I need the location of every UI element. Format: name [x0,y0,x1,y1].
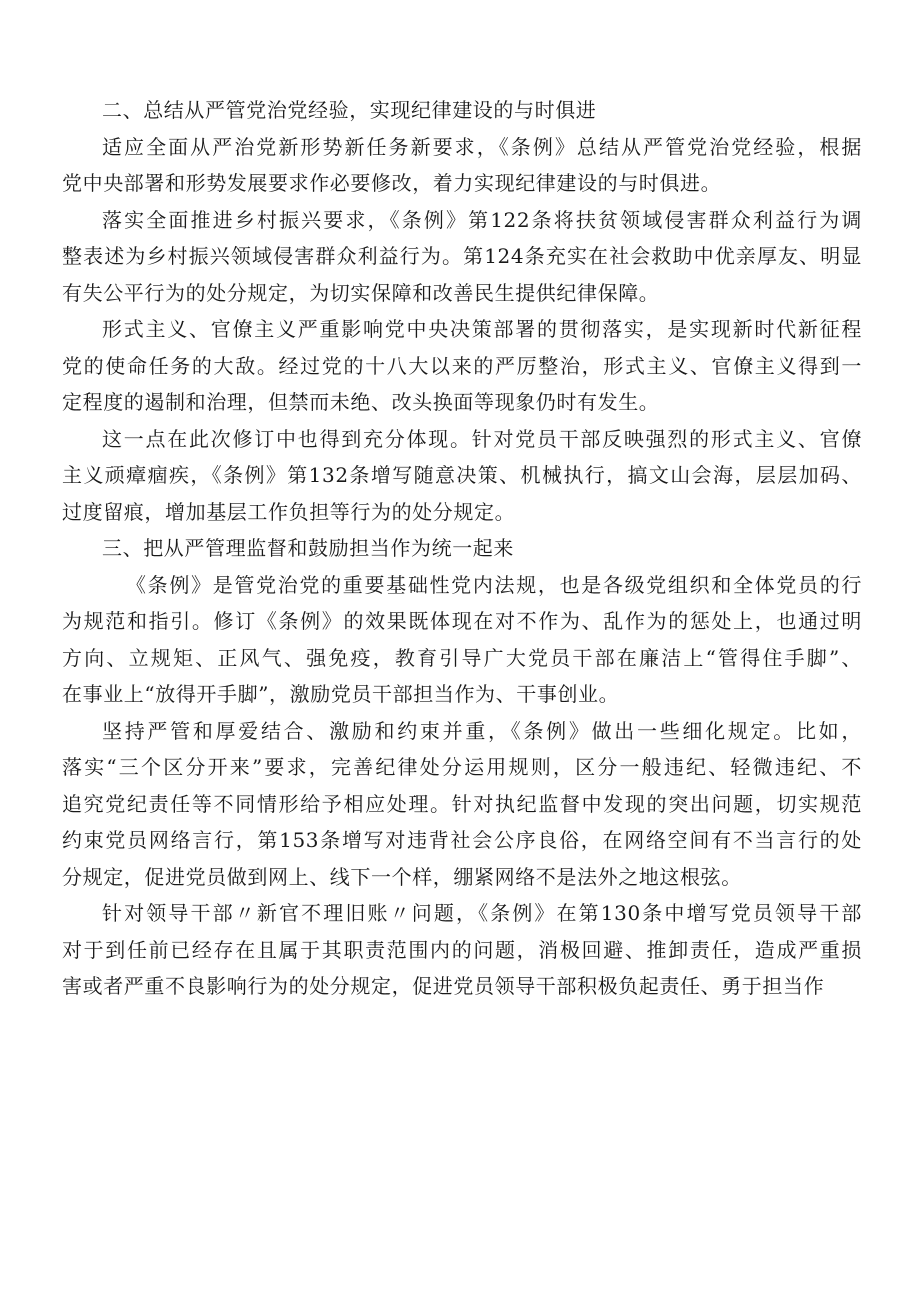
paragraph-line: 适应全面从严治党新形势新任务新要求，《条例》总结从严管党治党经验，根据 [102,134,862,159]
body-paragraph [62,202,862,312]
body-paragraph [62,421,862,531]
body-paragraph [62,567,862,713]
body-paragraph [62,311,862,421]
paragraph-line: 针对领导干部〃新官不理旧账〃问题，《条例》在第130条中增写党员领导干部 [102,901,862,925]
paragraph-line: 落实全面推进乡村振兴要求，《条例》第122条将扶贫领域侵害群众利益行为调 [102,207,862,232]
paragraph-line: 追究党纪责任等不同情形给予相应处理。针对执纪监督中发现的突出问题，切实规范 [62,791,862,816]
paragraph-line: 过度留痕，增加基层工作负担等行为的处分规定。 [62,499,516,524]
paragraph-line: 在事业上“放得开手脚”，激励党员干部担当作为、干事创业。 [62,682,620,706]
paragraph-line: 坚持严管和厚爱结合、激励和约束并重，《条例》做出一些细化规定。比如， [102,718,862,743]
paragraph-line: 主义顽瘴痼疾，《条例》第132条增写随意决策、机械执行，搞文山会海，层层加码、 [62,463,862,487]
section-heading [62,92,862,129]
paragraph-line: 分规定，促进党员做到网上、线下一个样，绷紧网络不是法外之地这根弦。 [62,864,742,889]
heading-text: 二、总结从严管党治党经验，实现纪律建设的与时俱进 [102,98,597,122]
paragraph-line: 党的使命任务的大敌。经过党的十八大以来的严厉整治，形式主义、官僚主义得到一 [62,353,862,378]
paragraph-line: 为规范和指引。修订《条例》的效果既体现在对不作为、乱作为的惩处上，也通过明 [62,609,862,633]
section-heading [62,530,862,567]
heading-text: 三、把从严管理监督和鼓励担当作为统一起来 [102,536,514,560]
paragraph-line: 害或者严重不良影响行为的处分规定，促进党员领导干部积极负起责任、勇于担当作 [62,974,825,998]
paragraph-line: 整表述为乡村振兴领域侵害群众利益行为。第124条充实在社会救助中优亲厚友、明显 [62,244,862,268]
paragraph-line: 党中央部署和形势发展要求作必要修改，着力实现纪律建设的与时俱进。 [62,171,722,195]
paragraph-line: 这一点在此次修订中也得到充分体现。针对党员干部反映强烈的形式主义、官僚 [102,426,862,451]
paragraph-line: 方向、立规矩、正风气、强免疫，教育引导广大党员干部在廉洁上“管得住手脚”、 [62,645,862,670]
paragraph-line: 约束党员网络言行，第153条增写对违背社会公序良俗，在网络空间有不当言行的处 [62,828,862,852]
document-body [62,92,862,1005]
paragraph-line: 落实“三个区分开来”要求，完善纪律处分运用规则，区分一般违纪、轻微违纪、不 [62,755,862,779]
body-paragraph [62,895,862,1005]
paragraph-line: 定程度的遏制和治理，但禁而未绝、改头换面等现象仍时有发生。 [62,390,660,414]
paragraph-line: 形式主义、官僚主义严重影响党中央决策部署的贯彻落实，是实现新时代新征程 [102,317,862,341]
paragraph-line: 对于到任前已经存在且属于其职责范围内的问题，消极回避、推卸责任，造成严重损 [62,937,862,962]
body-paragraph [62,129,862,202]
paragraph-line: 有失公平行为的处分规定，为切实保障和改善民生提供纪律保障。 [62,280,660,305]
paragraph-line: 《条例》是管党治党的重要基础性党内法规，也是各级党组织和全体党员的行 [126,572,862,597]
body-paragraph [62,713,862,896]
